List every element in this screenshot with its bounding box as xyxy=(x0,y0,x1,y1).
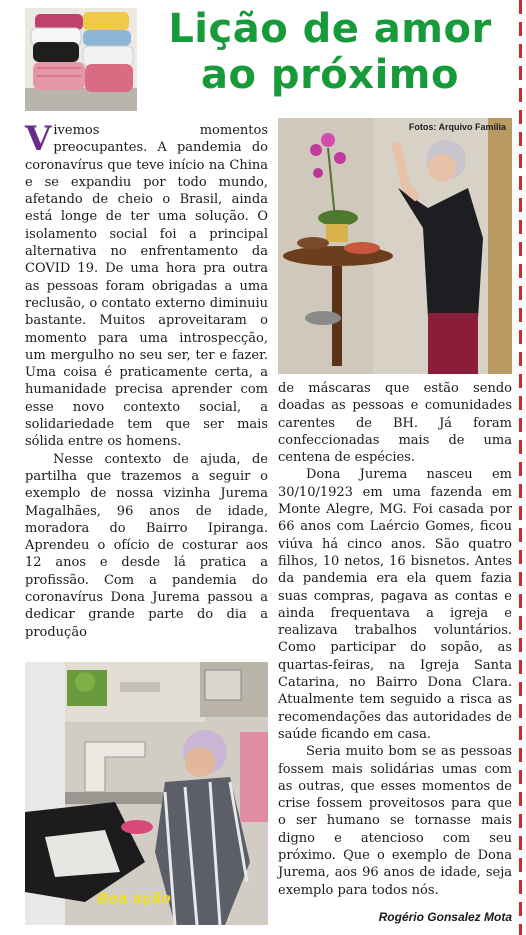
masks-photo xyxy=(25,8,137,111)
headline-line-2: ao próximo xyxy=(201,52,459,98)
article-right-column xyxy=(278,380,512,899)
headline xyxy=(140,6,520,98)
article-paragraph: Dona Jurema nasceu em 30/10/1923 em uma fazenda em Monte Alegre, MG. Foi casada por 66 anos com Laércio Gomes, ficou viúva há cinco anos. São quatro filhos, 10 netos, 16 bisnetos. Antes da pandemia era ela quem fazia suas compras, pagava as contas e ainda frequentava a igreja e realizava trabalhos voluntários. Como participar do sopão, as quartas-feiras, na Igreja Santa Catarina, no Bairro Dona Clara. Atualmente tem seguido a risca as recomendações das autoridades de saúde ficando em casa. xyxy=(278,467,512,742)
photo-caption: Boa ação xyxy=(97,890,172,907)
sewing-photo xyxy=(25,662,268,925)
article-paragraph: Seria muito bom se as pessoas fossem mais solidárias umas com as outras, que esses momentos de crise fossem proveitosos para que o ser humano se tornasse mais digno e atencioso com seu próximo. Que o exemplo de Dona Jurema, aos 96 anos de idade, seja exemplo para todos nós. xyxy=(278,744,512,898)
headline-line-1: Lição de amor xyxy=(168,6,492,52)
article-paragraph: Nesse contexto de ajuda, de partilha que trazemos a seguir o exemplo de nossa vizinha Jurema Magalhães, 96 anos de idade, moradora do Bairro Ipiranga. Aprendeu o ofício de costurar aos 12 anos e desde lá pratica a profissão. Com a pandemia do coronavírus Dona Jurema passou a dedicar grande parte do dia a produção xyxy=(25,451,268,640)
birthday-photo xyxy=(278,118,512,374)
sewing-illustration xyxy=(25,662,268,925)
paragraph-text: ivemos momentos preocupantes. A pandemia do coronavírus que teve início na China e se expandiu por todo mundo, afetando de cheio o Brasil, ainda está longe de ter uma solução. O isolamento social foi a principal alternativa no enfrentamento da COVID 19. De uma hora pra outra as pessoas foram obrigadas a uma reclusão, o contato externo diminuiu bastante. Muitos aproveitaram o momento para uma introspecção, um mergulho no seu ser, ter e fazer. Uma coisa é praticamente certa, a humanidade precisa aprender com esse novo contexto social, a solidariedade tem que ser mais sólida entre os homens. xyxy=(25,123,268,450)
author-byline: Rogério Gonsalez Mota xyxy=(378,910,512,924)
article-left-column xyxy=(25,119,268,641)
photo-credit: Fotos: Arquivo Família xyxy=(408,122,506,132)
birthday-illustration xyxy=(278,118,512,374)
article-paragraph: de máscaras que estão sendo doadas as pessoas e comunidades carentes de BH. Já foram confeccionadas mais de uma centena de espécies. xyxy=(278,381,512,466)
column-divider xyxy=(519,0,522,935)
drop-cap: V xyxy=(25,119,52,159)
article-paragraph xyxy=(25,119,268,451)
masks-illustration xyxy=(25,8,137,111)
